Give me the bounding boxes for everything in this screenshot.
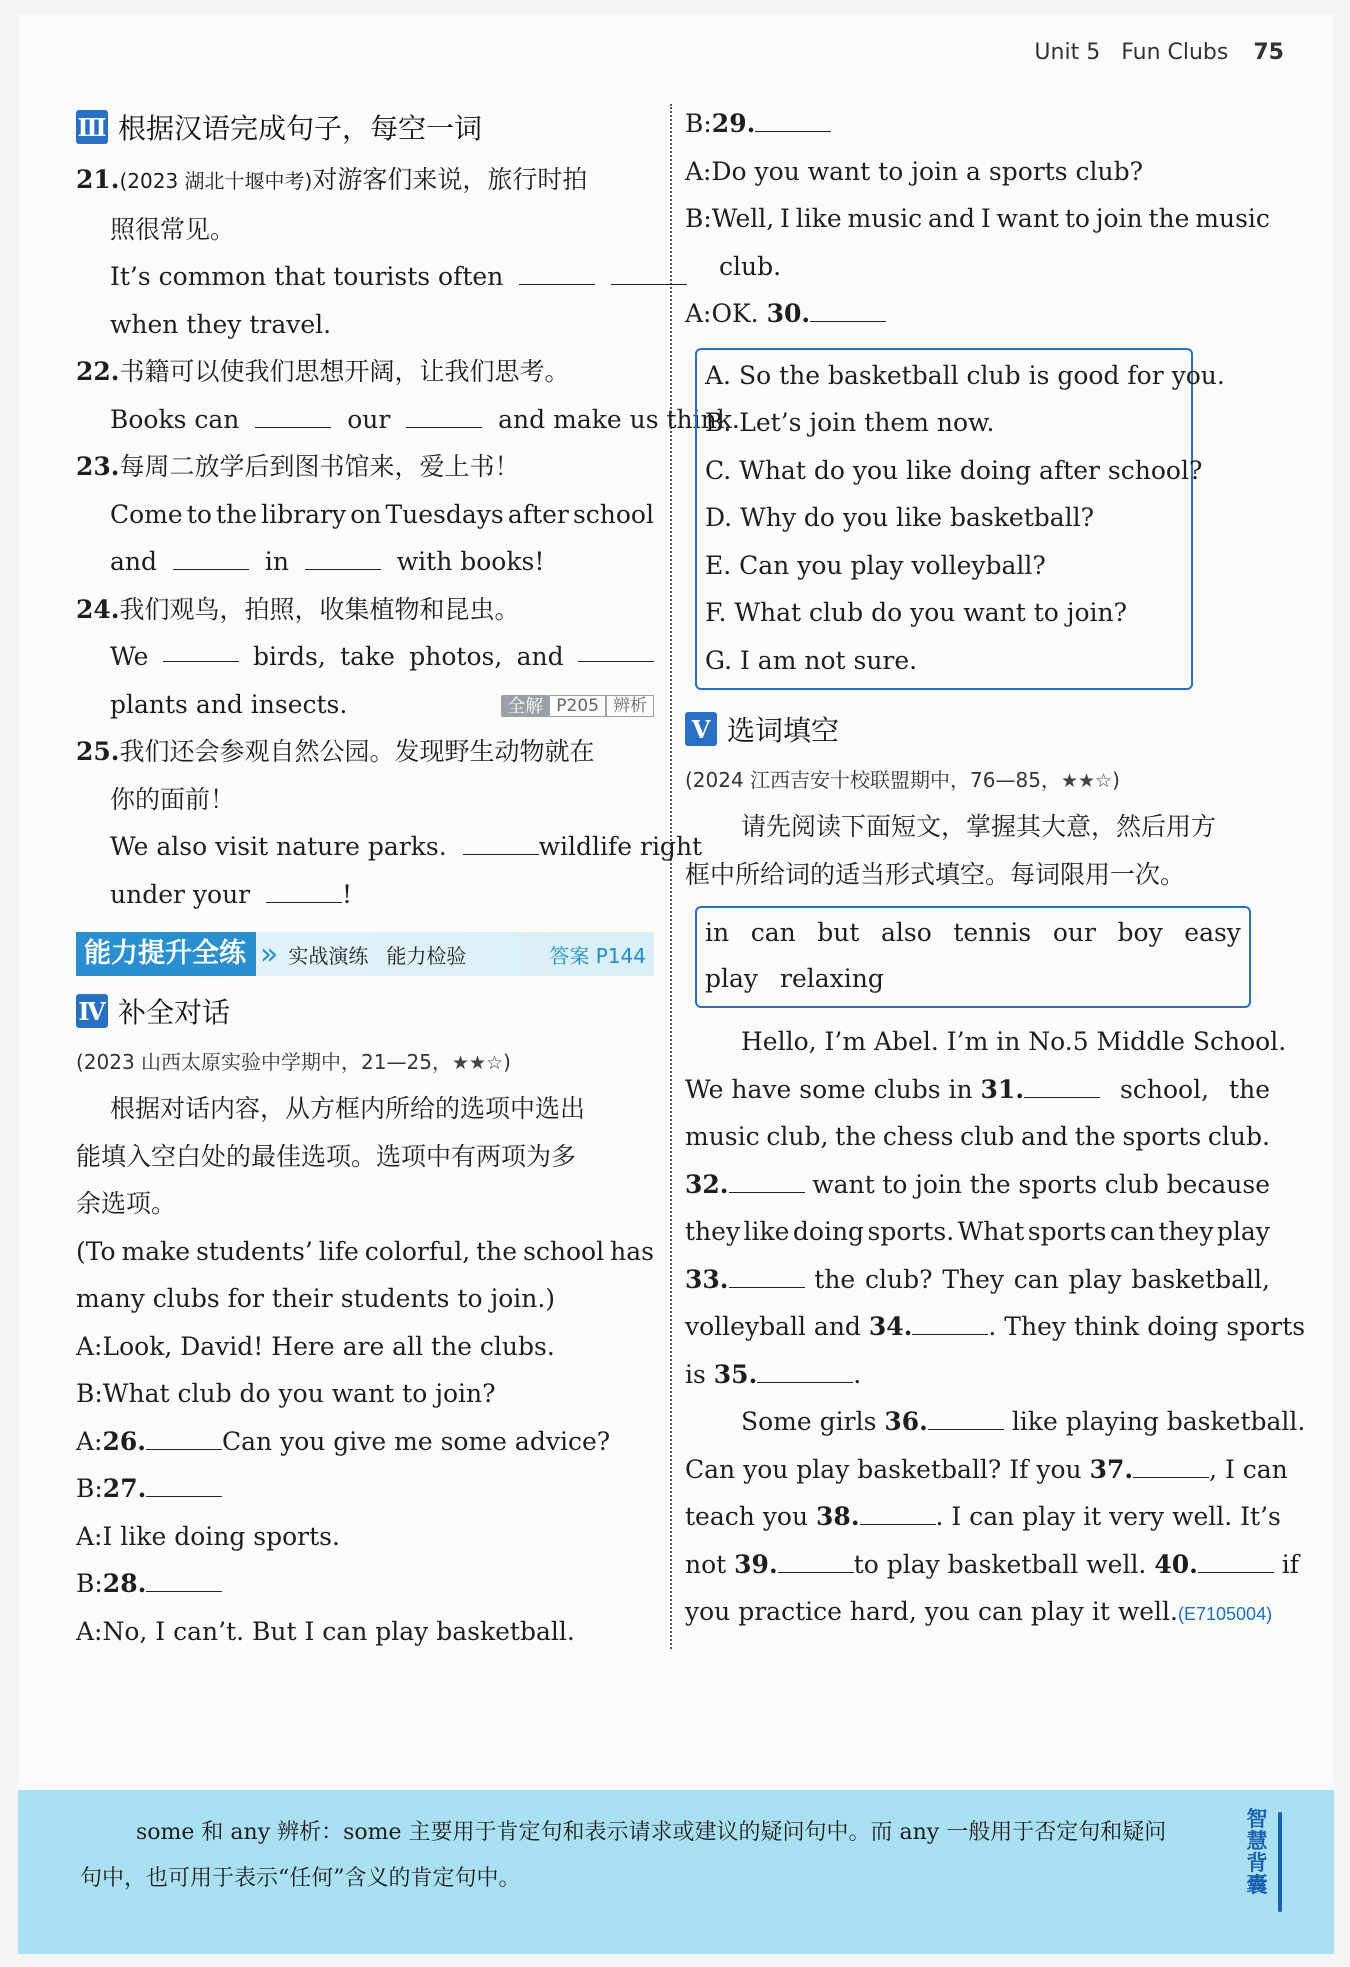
q23-en-a: Come to the library on Tuesdays after school <box>110 499 654 529</box>
word-bank-item[interactable]: relaxing <box>780 964 884 993</box>
option-item[interactable]: A. So the basketball club is good for you. <box>705 360 1225 390</box>
section-5-title <box>685 704 1270 754</box>
unit-label: Unit 5 <box>1034 40 1101 65</box>
solution-ref-tag[interactable]: 全解 P205 辨析 <box>501 681 654 729</box>
section-4-heading: 补全对话 <box>118 996 231 1029</box>
dialog-line: A:No, I can’t. But I can play basketball. <box>76 1616 575 1646</box>
passage-line: Can you play basketball? If you 37. , I can <box>685 1446 1270 1494</box>
right-column <box>685 100 1306 1639</box>
section-4-source: (2023 山西太原实验中学期中，21—25，★★☆) <box>76 1050 511 1074</box>
banner-sub-1: 实战演练 <box>288 943 369 968</box>
option-item[interactable]: E. Can you play volleyball? <box>705 550 1046 580</box>
answer-blank[interactable] <box>778 1544 854 1573</box>
dialog-line: B:29. <box>685 100 1270 148</box>
answer-blank[interactable] <box>255 399 331 428</box>
answer-blank[interactable] <box>406 399 482 428</box>
word-bank-box <box>695 906 1251 1008</box>
tip-line-1: some 和 any 辨析：some 主要用于肯定句和表示请求或建议的疑问句中。而 any 一般用于否定句和疑问 <box>136 1820 1167 1845</box>
section-4-instruction-c: 余选项。 <box>76 1189 177 1218</box>
dialog-line: A:26. Can you give me some advice? <box>76 1418 654 1466</box>
word-bank-item[interactable]: also <box>881 918 932 947</box>
q21-en-b: when they travel. <box>110 309 332 339</box>
answer-blank[interactable] <box>463 826 539 855</box>
tip-footer <box>18 1790 1334 1954</box>
dialog-line: A:Look, David! Here are all the clubs. <box>76 1331 555 1361</box>
option-item[interactable]: F. What club do you want to join? <box>705 598 1128 627</box>
passage-line: teach you 38. . I can play it very well. It’s <box>685 1493 1270 1541</box>
q25-cn-b: 你的面前！ <box>110 784 236 814</box>
passage-line: music club, the chess club and the sports club. <box>685 1122 1270 1151</box>
word-bank-item[interactable]: tennis <box>953 918 1032 947</box>
answer-blank[interactable] <box>146 1421 222 1450</box>
answer-blank[interactable] <box>1198 1544 1274 1573</box>
difficulty-stars-icon: ★★☆ <box>451 1052 504 1074</box>
section-4-title <box>76 986 654 1036</box>
section-5-number: Ⅴ <box>685 712 717 746</box>
q24-cn: 24.我们观鸟，拍照，收集植物和昆虫。 <box>76 594 520 624</box>
unit-title: Fun Clubs <box>1121 40 1229 65</box>
word-bank-item[interactable]: but <box>817 918 860 947</box>
ability-banner <box>76 932 654 976</box>
answer-blank[interactable] <box>519 256 595 285</box>
answer-blank[interactable] <box>163 633 239 662</box>
option-item[interactable]: D. Why do you like basketball? <box>705 503 1095 532</box>
word-bank-item[interactable]: our <box>1052 918 1096 947</box>
section-5-instruction-a: 请先阅读下面短文，掌握其大意，然后用方 <box>741 812 1217 841</box>
section-4-number: Ⅳ <box>76 994 108 1028</box>
q24-en-a: We birds, take photos, and <box>76 633 654 681</box>
dialog-line: A:I like doing sports. <box>76 1521 340 1551</box>
answer-blank[interactable] <box>146 1468 222 1497</box>
passage-line: they like doing sports. What sports can they play <box>685 1217 1270 1246</box>
word-bank-item[interactable]: can <box>750 918 796 947</box>
answer-blank[interactable] <box>912 1306 988 1335</box>
answer-blank[interactable] <box>1024 1069 1100 1098</box>
section-5-instruction-b: 框中所给词的适当形式填空。每词限用一次。 <box>685 859 1186 889</box>
answer-blank[interactable] <box>578 633 654 662</box>
tip-text <box>80 1810 1210 1902</box>
q23-cn: 23.每周二放学后到图书馆来，爱上书！ <box>76 452 520 481</box>
option-item[interactable]: B. Let’s join them now. <box>705 408 995 437</box>
q21-cn-b: 照很常见。 <box>110 214 236 244</box>
passage-line: We have some clubs in 31. school, the <box>685 1066 1270 1114</box>
banner-title: 能力提升全练 <box>76 932 256 976</box>
q21-cn-a: 21.(2023 湖北十堰中考)对游客们来说，旅行时拍 <box>76 165 588 194</box>
q24-en-b: plants and insects. 全解 P205 辨析 <box>76 681 654 729</box>
section-3-number: Ⅲ <box>76 110 108 144</box>
dialog-line: B:27. <box>76 1465 654 1513</box>
answer-blank[interactable] <box>755 103 831 132</box>
answer-blank[interactable] <box>173 541 249 570</box>
answer-page-ref[interactable]: 答案 P144 <box>549 943 646 968</box>
page-number: 75 <box>1253 40 1284 65</box>
word-bank-item[interactable]: in <box>705 918 730 947</box>
column-divider <box>670 104 672 1649</box>
answer-blank[interactable] <box>729 1164 805 1193</box>
passage-line: Some girls 36. like playing basketball. <box>685 1398 1270 1446</box>
passage-line: not 39. to play basketball well. 40. if <box>685 1541 1270 1589</box>
answer-blank[interactable] <box>305 541 381 570</box>
word-bank-row <box>705 956 1241 1002</box>
passage-line: 33. the club? They can play basketball, <box>685 1256 1270 1304</box>
section-3-heading: 根据汉语完成句子，每空一词 <box>118 112 483 145</box>
answer-blank[interactable] <box>146 1563 222 1592</box>
passage-line: you practice hard, you can play it well.(E7105004) <box>685 1597 1273 1626</box>
answer-blank[interactable] <box>729 1259 805 1288</box>
option-item[interactable]: G. I am not sure. <box>705 645 918 675</box>
answer-blank[interactable] <box>757 1354 853 1383</box>
passage-line: 32. want to join the sports club because <box>685 1161 1270 1209</box>
tip-side-label: 智慧背囊 <box>1246 1807 1268 1897</box>
q21-en-a: It’s common that tourists often <box>76 253 654 301</box>
dialog-line: A:Do you want to join a sports club? <box>685 156 1144 186</box>
q22-cn: 22.书籍可以使我们思想开阔，让我们思考。 <box>76 357 570 386</box>
dialog-line: club. <box>719 251 782 281</box>
options-box <box>695 348 1225 691</box>
section-5-heading: 选词填空 <box>727 714 840 747</box>
answer-blank[interactable] <box>1133 1449 1209 1478</box>
dialog-line: B:28. <box>76 1560 654 1608</box>
dialog-line: B:What club do you want to join? <box>76 1379 496 1408</box>
answer-blank[interactable] <box>928 1401 1004 1430</box>
q25-en-a: We also visit nature parks. wildlife right <box>76 823 654 871</box>
banner-sub-2: 能力检验 <box>386 943 467 968</box>
word-bank-item[interactable]: play <box>705 964 759 993</box>
section-5-source: (2024 江西吉安十校联盟期中，76—85，★★☆) <box>685 768 1120 792</box>
q23-en-b: and in with books! <box>76 538 654 586</box>
chevron-right-icon: » <box>260 936 273 972</box>
word-bank-item[interactable]: easy <box>1184 918 1241 947</box>
word-bank-row <box>705 910 1241 956</box>
q25-en-b: under your ! <box>76 871 654 919</box>
section-3-title <box>76 102 654 152</box>
answer-blank[interactable] <box>860 1496 936 1525</box>
answer-blank[interactable] <box>810 293 886 322</box>
dialog-intro-b: many clubs for their students to join.) <box>76 1284 556 1313</box>
word-bank-item[interactable]: boy <box>1117 918 1163 947</box>
tip-line-2: 句中，也可用于表示“任何”含义的肯定句中。 <box>80 1866 521 1891</box>
passage-line: is 35. . <box>685 1351 1270 1399</box>
passage-line: volleyball and 34. . They think doing sports <box>685 1303 1270 1351</box>
passage-line: Hello, I’m Abel. I’m in No.5 Middle School. <box>741 1027 1287 1056</box>
section-4-instruction-a: 根据对话内容，从方框内所给的选项中选出 <box>110 1094 586 1123</box>
q21-source: (2023 湖北十堰中考) <box>119 169 313 193</box>
section-4-instruction-b: 能填入空白处的最佳选项。选项中有两项为多 <box>76 1141 577 1171</box>
q22-en: Books can our and make us think. <box>76 396 654 444</box>
tip-side-bar <box>1278 1812 1282 1912</box>
option-item[interactable]: C. What do you like doing after school? <box>705 455 1203 485</box>
page-header <box>1034 40 1284 65</box>
answer-blank[interactable] <box>611 256 687 285</box>
dialog-intro-a: (To make students’ life colorful, the school has <box>76 1236 654 1266</box>
exercise-code[interactable]: (E7105004) <box>1178 1604 1273 1624</box>
difficulty-stars-icon: ★★☆ <box>1060 770 1113 792</box>
dialog-line: B: Well, I like music and I want to join the music <box>685 204 1270 233</box>
answer-blank[interactable] <box>266 874 342 903</box>
dialog-line: A:OK. 30. <box>685 290 1270 338</box>
q25-cn-a: 25.我们还会参观自然公园。发现野生动物就在 <box>76 737 595 766</box>
